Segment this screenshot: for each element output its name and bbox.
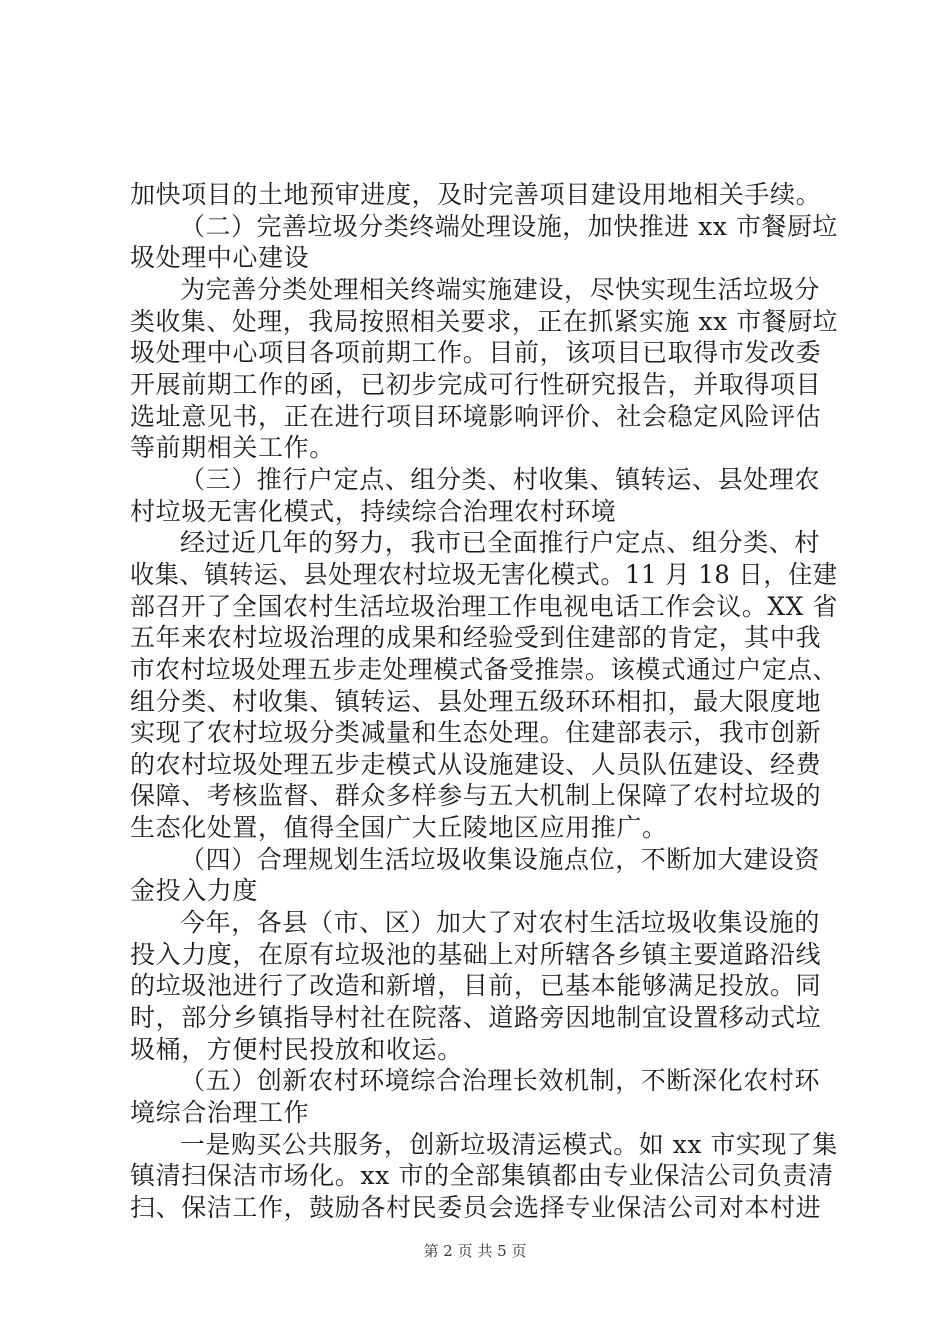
text-line: 生态化处置，值得全国广大丘陵地区应用推广。: [130, 813, 668, 842]
text-line: 组分类、村收集、镇转运、县处理五级环环相扣，最大限度地: [130, 687, 822, 716]
text-line: 圾处理中心建设: [130, 243, 310, 272]
section-heading-4: （四）合理规划生活垃圾收集设施点位，不断加大建设资: [180, 845, 821, 874]
text-line: 部召开了全国农村生活垃圾治理工作电视电话工作会议。XX 省: [130, 592, 838, 621]
text-line: 的垃圾池进行了改造和新增，目前，已基本能够满足投放。同: [130, 971, 822, 1000]
text-line: 村垃圾无害化模式，持续综合治理农村环境: [130, 497, 617, 526]
text-line: 时，部分乡镇指导村社在院落、道路旁因地制宜设置移动式垃: [130, 1003, 822, 1032]
paragraph-start: 一是购买公共服务，创新垃圾清运模式。如 xx 市实现了集: [180, 1130, 838, 1159]
section-heading-5: （五）创新农村环境综合治理长效机制，不断深化农村环: [180, 1066, 821, 1095]
text-line: 收集、镇转运、县处理农村垃圾无害化模式。11 月 18 日，住建: [130, 560, 838, 589]
section-heading-3: （三）推行户定点、组分类、村收集、镇转运、县处理农: [180, 465, 821, 494]
text-line: 境综合治理工作: [130, 1098, 310, 1127]
text-line: 镇清扫保洁市场化。xx 市的全部集镇都由专业保洁公司负责清: [130, 1161, 834, 1190]
text-line: 圾桶，方便村民投放和收运。: [130, 1035, 463, 1064]
paragraph-start: 经过近几年的努力，我市已全面推行户定点、组分类、村: [180, 528, 821, 557]
text-line: 等前期相关工作。: [130, 433, 335, 462]
text-line: 实现了农村垃圾分类减量和生态处理。住建部表示，我市创新: [130, 718, 822, 747]
text-line: 的农村垃圾处理五步走模式从设施建设、人员队伍建设、经费: [130, 750, 822, 779]
text-line: 五年来农村垃圾治理的成果和经验受到住建部的肯定，其中我: [130, 623, 822, 652]
text-line: 类收集、处理，我局按照相关要求，正在抓紧实施 xx 市餐厨垃: [130, 307, 839, 336]
text-line: 圾处理中心项目各项前期工作。目前，该项目已取得市发改委: [130, 338, 822, 367]
paragraph-start: 为完善分类处理相关终端实施建设，尽快实现生活垃圾分: [180, 275, 821, 304]
paragraph-start: 今年，各县（市、区）加大了对农村生活垃圾收集设施的: [180, 908, 821, 937]
text-line: 保障、考核监督、群众多样参与五大机制上保障了农村垃圾的: [130, 781, 822, 810]
text-line: 扫、保洁工作，鼓励各村民委员会选择专业保洁公司对本村进: [130, 1193, 822, 1222]
text-line: 开展前期工作的函，已初步完成可行性研究报告，并取得项目: [130, 370, 822, 399]
text-line: 投入力度，在原有垃圾池的基础上对所辖各乡镇主要道路沿线: [130, 940, 822, 969]
text-line: 市农村垃圾处理五步走处理模式备受推崇。该模式通过户定点、: [130, 655, 838, 684]
text-line: 金投入力度: [130, 876, 259, 905]
text-line: 选址意见书，正在进行项目环境影响评价、社会稳定风险评估: [130, 402, 822, 431]
text-line: 加快项目的土地预审进度，及时完善项目建设用地相关手续。: [130, 180, 822, 209]
section-heading-2: （二）完善垃圾分类终端处理设施，加快推进 xx 市餐厨垃: [180, 212, 838, 241]
page-footer: 第 2 页 共 5 页: [423, 1242, 527, 1260]
